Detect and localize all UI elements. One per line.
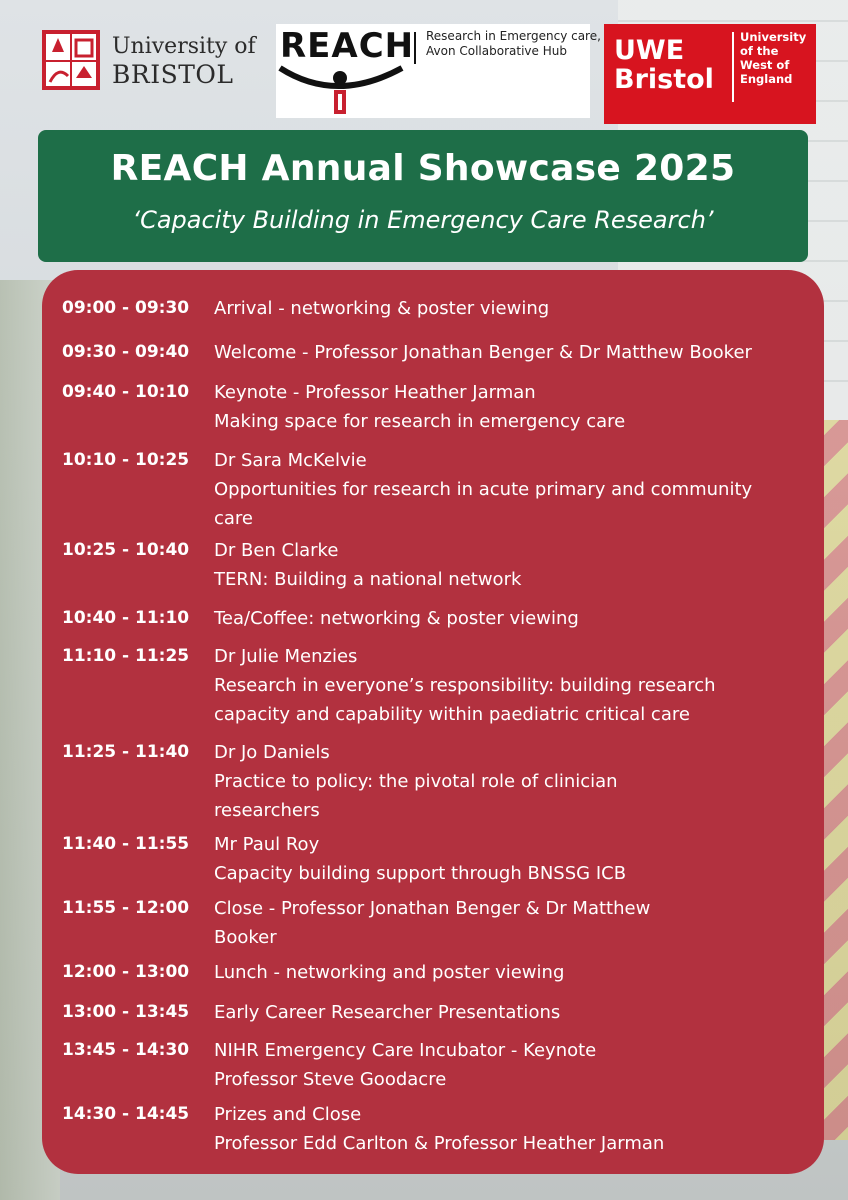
schedule-description bbox=[214, 604, 812, 633]
reach-swoosh-icon bbox=[276, 64, 406, 118]
schedule-description bbox=[214, 998, 812, 1027]
schedule-line: Professor Edd Carlton & Professor Heather Jarman bbox=[214, 1133, 665, 1154]
schedule-line: Opportunities for research in acute primary and community bbox=[214, 479, 753, 500]
schedule-time: 10:40 - 11:10 bbox=[62, 608, 190, 628]
schedule-line: Research in everyone’s responsibility: building research bbox=[214, 675, 716, 696]
schedule-description bbox=[214, 830, 812, 888]
schedule-time: 11:10 - 11:25 bbox=[62, 646, 190, 666]
uwe-logo-sub-line4: England bbox=[740, 72, 793, 86]
bristol-logo-line2: BRISTOL bbox=[112, 60, 234, 89]
page-title: REACH Annual Showcase 2025 bbox=[110, 148, 736, 189]
schedule-line: Early Career Researcher Presentations bbox=[214, 1002, 561, 1023]
uwe-logo-sub-line2: of the bbox=[740, 44, 779, 58]
schedule-description bbox=[214, 1036, 812, 1094]
schedule-line: Tea/Coffee: networking & poster viewing bbox=[214, 608, 579, 629]
schedule-line: care bbox=[214, 508, 254, 529]
schedule-time: 10:25 - 10:40 bbox=[62, 540, 190, 560]
schedule-line: Mr Paul Roy bbox=[214, 834, 320, 855]
schedule-time: 12:00 - 13:00 bbox=[62, 962, 190, 982]
schedule-line: Arrival - networking & poster viewing bbox=[214, 298, 550, 319]
schedule-description bbox=[214, 642, 812, 729]
schedule-time: 11:55 - 12:00 bbox=[62, 898, 190, 918]
uwe-logo-main bbox=[614, 36, 732, 94]
schedule-line: capacity and capability within paediatric critical care bbox=[214, 704, 690, 725]
reach-logo-tagline bbox=[426, 29, 601, 59]
schedule-time: 10:10 - 10:25 bbox=[62, 450, 190, 470]
schedule-line: Dr Sara McKelvie bbox=[214, 450, 367, 471]
schedule-time: 13:45 - 14:30 bbox=[62, 1040, 190, 1060]
schedule-time: 11:40 - 11:55 bbox=[62, 834, 190, 854]
schedule-time: 14:30 - 14:45 bbox=[62, 1104, 190, 1124]
uwe-logo-divider bbox=[732, 32, 734, 102]
schedule-description bbox=[214, 378, 812, 436]
schedule-time: 11:25 - 11:40 bbox=[62, 742, 190, 762]
schedule-time: 09:30 - 09:40 bbox=[62, 342, 190, 362]
schedule-line: Prizes and Close bbox=[214, 1104, 362, 1125]
title-banner bbox=[38, 130, 808, 262]
schedule-description bbox=[214, 294, 812, 323]
schedule-line: Booker bbox=[214, 927, 277, 948]
schedule-line: researchers bbox=[214, 800, 320, 821]
bristol-logo-line1: University of bbox=[112, 34, 256, 59]
schedule-description bbox=[214, 894, 812, 952]
reach-logo bbox=[276, 24, 601, 118]
schedule-description bbox=[214, 536, 812, 594]
uwe-logo-sub-line1: University bbox=[740, 30, 807, 44]
uwe-logo-main-line2: Bristol bbox=[614, 64, 714, 95]
schedule-description bbox=[214, 338, 812, 367]
reach-tagline-line2: Avon Collaborative Hub bbox=[426, 44, 567, 58]
schedule-time: 09:40 - 10:10 bbox=[62, 382, 190, 402]
schedule-line: Dr Jo Daniels bbox=[214, 742, 330, 763]
schedule-time: 13:00 - 13:45 bbox=[62, 1002, 190, 1022]
bristol-crest-icon bbox=[40, 28, 102, 92]
schedule-description bbox=[214, 446, 812, 533]
university-of-bristol-logo bbox=[40, 28, 262, 94]
uwe-logo-subtitle bbox=[740, 30, 812, 86]
schedule-description bbox=[214, 738, 812, 825]
schedule-line: Dr Julie Menzies bbox=[214, 646, 358, 667]
uwe-logo-sub-line3: West of bbox=[740, 58, 790, 72]
reach-tagline-line1: Research in Emergency care, bbox=[426, 29, 601, 43]
schedule-line: Practice to policy: the pivotal role of clinician bbox=[214, 771, 618, 792]
schedule-description bbox=[214, 958, 812, 987]
reach-logo-word: REACH bbox=[280, 26, 415, 66]
schedule-line: Professor Steve Goodacre bbox=[214, 1069, 447, 1090]
schedule-line: Lunch - networking and poster viewing bbox=[214, 962, 565, 983]
schedule-time: 09:00 - 09:30 bbox=[62, 298, 190, 318]
schedule-line: Making space for research in emergency care bbox=[214, 411, 626, 432]
uwe-logo-main-line1: UWE bbox=[614, 35, 685, 66]
logo-bar bbox=[0, 0, 848, 126]
page-subtitle: ‘Capacity Building in Emergency Care Research’ bbox=[132, 206, 714, 234]
schedule-line: NIHR Emergency Care Incubator - Keynote bbox=[214, 1040, 597, 1061]
schedule-panel bbox=[42, 270, 824, 1174]
schedule-line: Dr Ben Clarke bbox=[214, 540, 339, 561]
schedule-line: Welcome - Professor Jonathan Benger & Dr Matthew Booker bbox=[214, 342, 752, 363]
reach-logo-divider bbox=[414, 32, 416, 64]
schedule-description bbox=[214, 1100, 812, 1158]
uwe-bristol-logo bbox=[604, 24, 816, 124]
schedule-line: Keynote - Professor Heather Jarman bbox=[214, 382, 536, 403]
schedule-line: Close - Professor Jonathan Benger & Dr Matthew bbox=[214, 898, 651, 919]
schedule-line: TERN: Building a national network bbox=[214, 569, 522, 590]
schedule-line: Capacity building support through BNSSG ICB bbox=[214, 863, 627, 884]
